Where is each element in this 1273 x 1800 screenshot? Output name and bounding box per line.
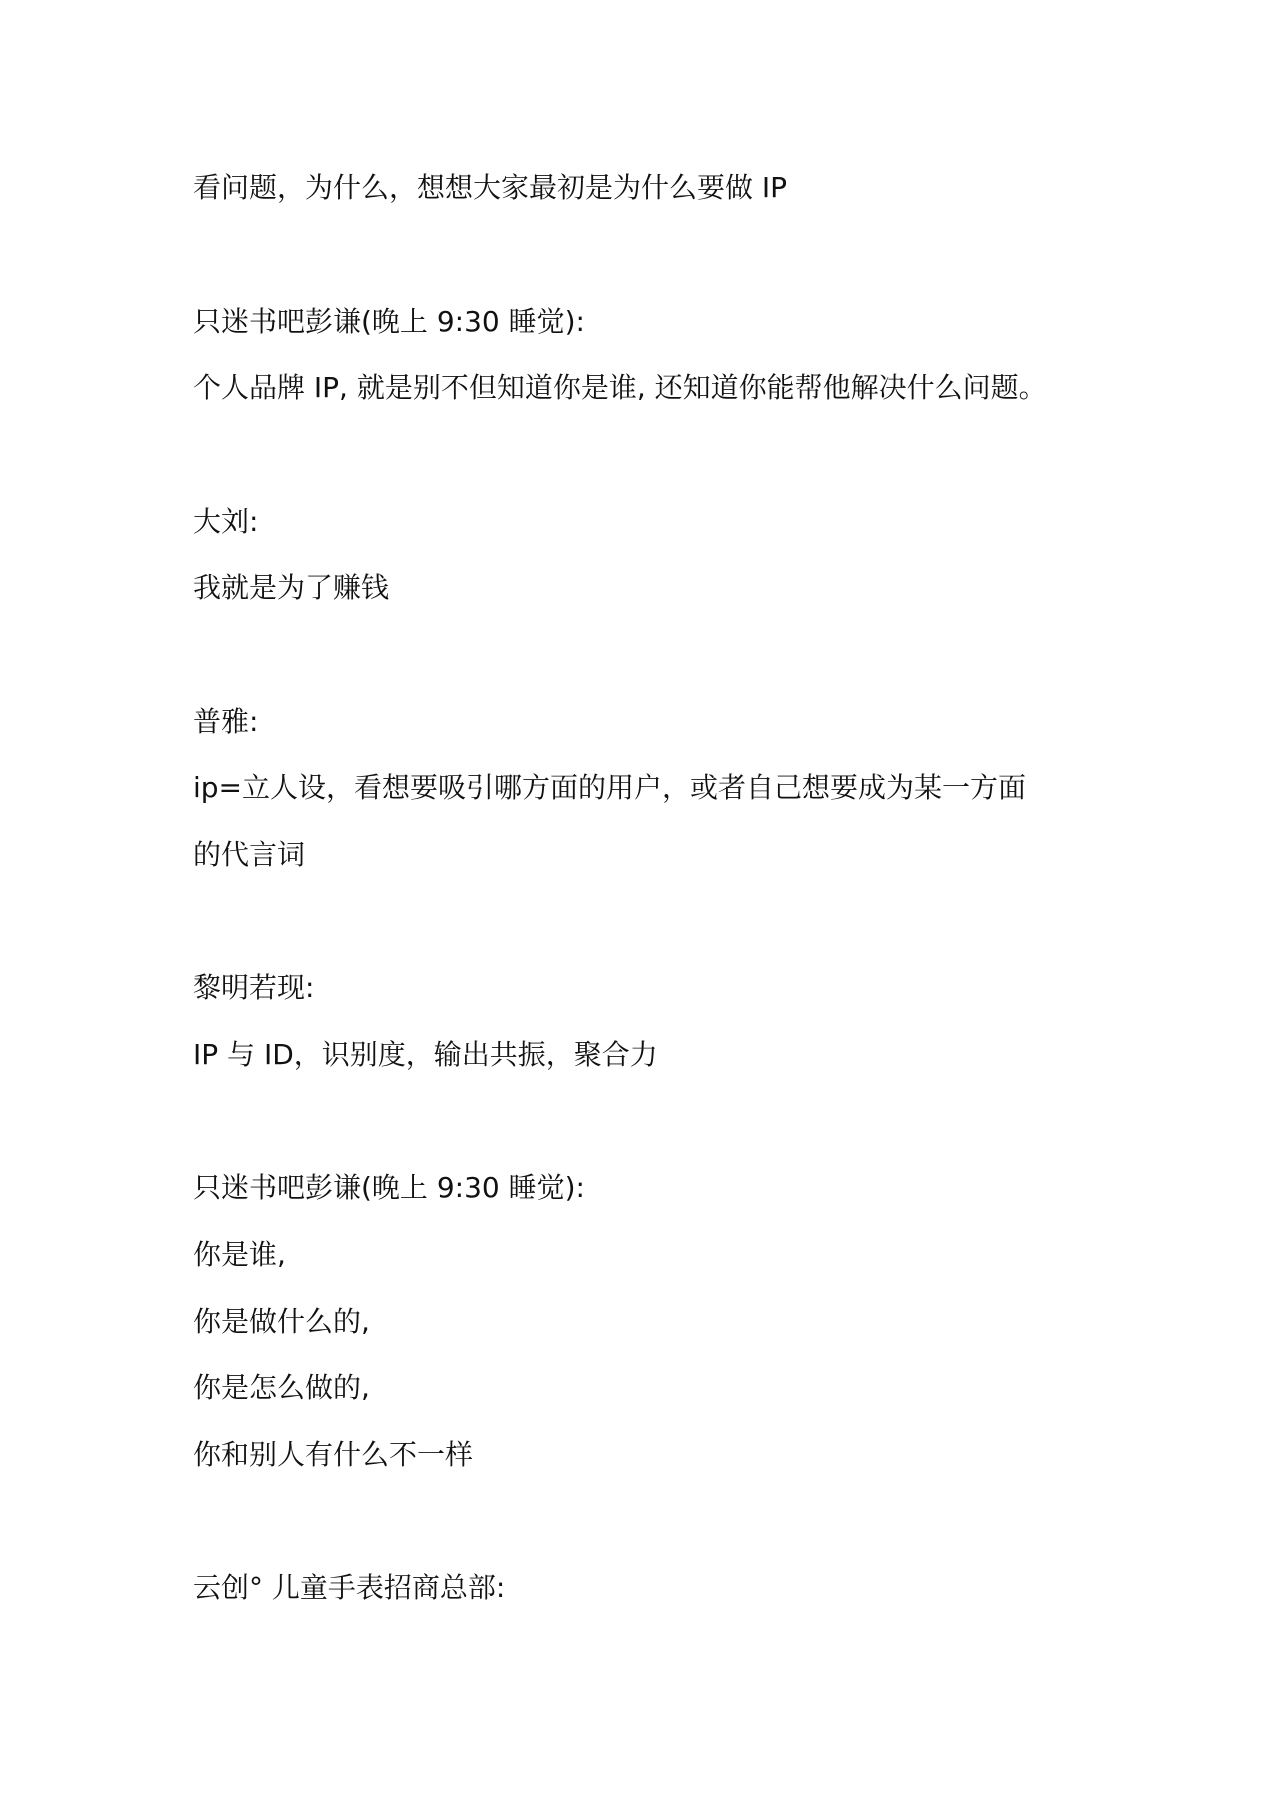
message-text: ip=立人设，看想要吸引哪方面的用户，或者自己想要成为某一方面 [193, 771, 1027, 804]
speaker-name: 黎明若现: [193, 971, 315, 1004]
message-text: 你是怎么做的, [193, 1371, 370, 1404]
speaker-name: 云创° 儿童手表招商总部: [193, 1571, 506, 1604]
text-line: 看问题，为什么，想想大家最初是为什么要做 IP [193, 171, 788, 204]
speaker-name: 只迷书吧彭谦(晚上 9:30 睡觉): [193, 305, 585, 338]
message-text: 你是做什么的, [193, 1305, 370, 1338]
message-text: 个人品牌 IP, 就是别不但知道你是谁, 还知道你能帮他解决什么问题。 [193, 371, 1047, 404]
speaker-name: 只迷书吧彭谦(晚上 9:30 睡觉): [193, 1171, 585, 1204]
speaker-name: 大刘: [193, 505, 259, 538]
speaker-name: 普雅: [193, 705, 259, 738]
message-text: IP 与 ID，识别度，输出共振，聚合力 [193, 1038, 658, 1071]
message-text: 我就是为了赚钱 [193, 571, 390, 604]
message-text: 你是谁, [193, 1238, 286, 1271]
message-text: 的代言词 [193, 838, 306, 871]
message-text: 你和别人有什么不一样 [193, 1438, 474, 1471]
